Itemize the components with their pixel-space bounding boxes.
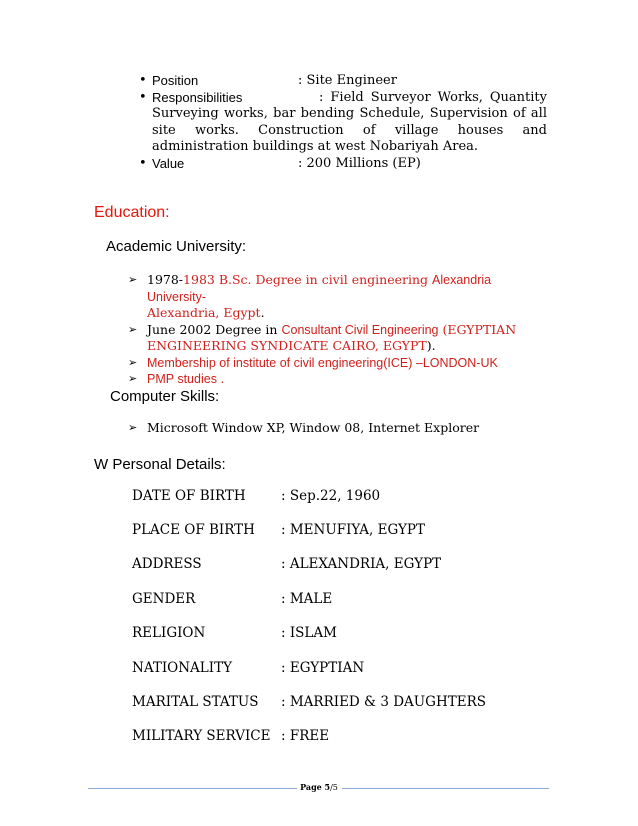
- education-list: [128, 272, 548, 388]
- arrow-bullet-icon: ➢: [128, 322, 138, 336]
- personal-row: NATIONALITY : EGYPTIAN: [132, 660, 365, 676]
- position-item: [139, 73, 547, 90]
- personal-row: PLACE OF BIRTH : MENUFIYA, EGYPT: [132, 522, 426, 538]
- page-number: Page 5/5: [300, 782, 338, 792]
- computer-skills-list: [128, 420, 548, 437]
- position-label: Position: [152, 73, 199, 88]
- personal-row: MILITARY SERVICE : FREE: [132, 728, 330, 744]
- personal-row: GENDER : MALE: [132, 591, 333, 607]
- personal-row: RELIGION : ISLAM: [132, 625, 337, 641]
- education-heading: Education:: [94, 204, 170, 221]
- arrow-bullet-icon: ➢: [128, 372, 138, 385]
- responsibilities-label: Responsibilities: [152, 89, 243, 105]
- responsibilities-value: : Field Surveyor Works, Quantity Surveying works, bar bending Schedule, Supervision of all site works. Construction of village houses and administration buildings at west Nobariyah Area.: [152, 89, 547, 154]
- bullet-icon: •: [139, 73, 147, 88]
- bullet-icon: •: [139, 156, 147, 171]
- position-value: : Site Engineer: [298, 73, 397, 88]
- academic-heading: Academic University:: [106, 238, 247, 255]
- personal-row: ADDRESS : ALEXANDRIA, EGYPT: [132, 556, 442, 572]
- personal-row: MARITAL STATUS : MARRIED & 3 DAUGHTERS: [132, 694, 487, 710]
- arrow-bullet-icon: ➢: [128, 421, 138, 434]
- value-label: Value: [152, 156, 185, 171]
- arrow-bullet-icon: ➢: [128, 355, 138, 369]
- responsibilities-item: [139, 89, 547, 157]
- computer-skill-item: ➢ Microsoft Window XP, Window 08, Internet Explorer: [128, 420, 480, 435]
- project-details-list: [139, 73, 547, 173]
- arrow-bullet-icon: ➢: [128, 273, 138, 286]
- value-value: : 200 Millions (EP): [298, 156, 421, 171]
- value-item: [139, 156, 547, 173]
- education-item: ➢ Membership of institute of civil engineering(ICE) –LONDON-UK: [128, 355, 498, 370]
- computer-skills-heading: Computer Skills:: [110, 388, 220, 405]
- education-item: ➢ 1978-1983 B.Sc. Degree in civil engineering Alexandria University- Alexandria, Egypt.: [128, 272, 492, 320]
- personal-row: DATE OF BIRTH : Sep.22, 1960: [132, 488, 381, 504]
- bullet-icon: •: [139, 89, 147, 105]
- education-item: ➢ PMP studies .: [128, 371, 225, 386]
- education-item: ➢ June 2002 Degree in Consultant Civil Engineering (EGYPTIAN ENGINEERING SYNDICATE CAIRO, EGYPT).: [128, 321, 517, 353]
- personal-details-heading: W Personal Details:: [94, 456, 226, 473]
